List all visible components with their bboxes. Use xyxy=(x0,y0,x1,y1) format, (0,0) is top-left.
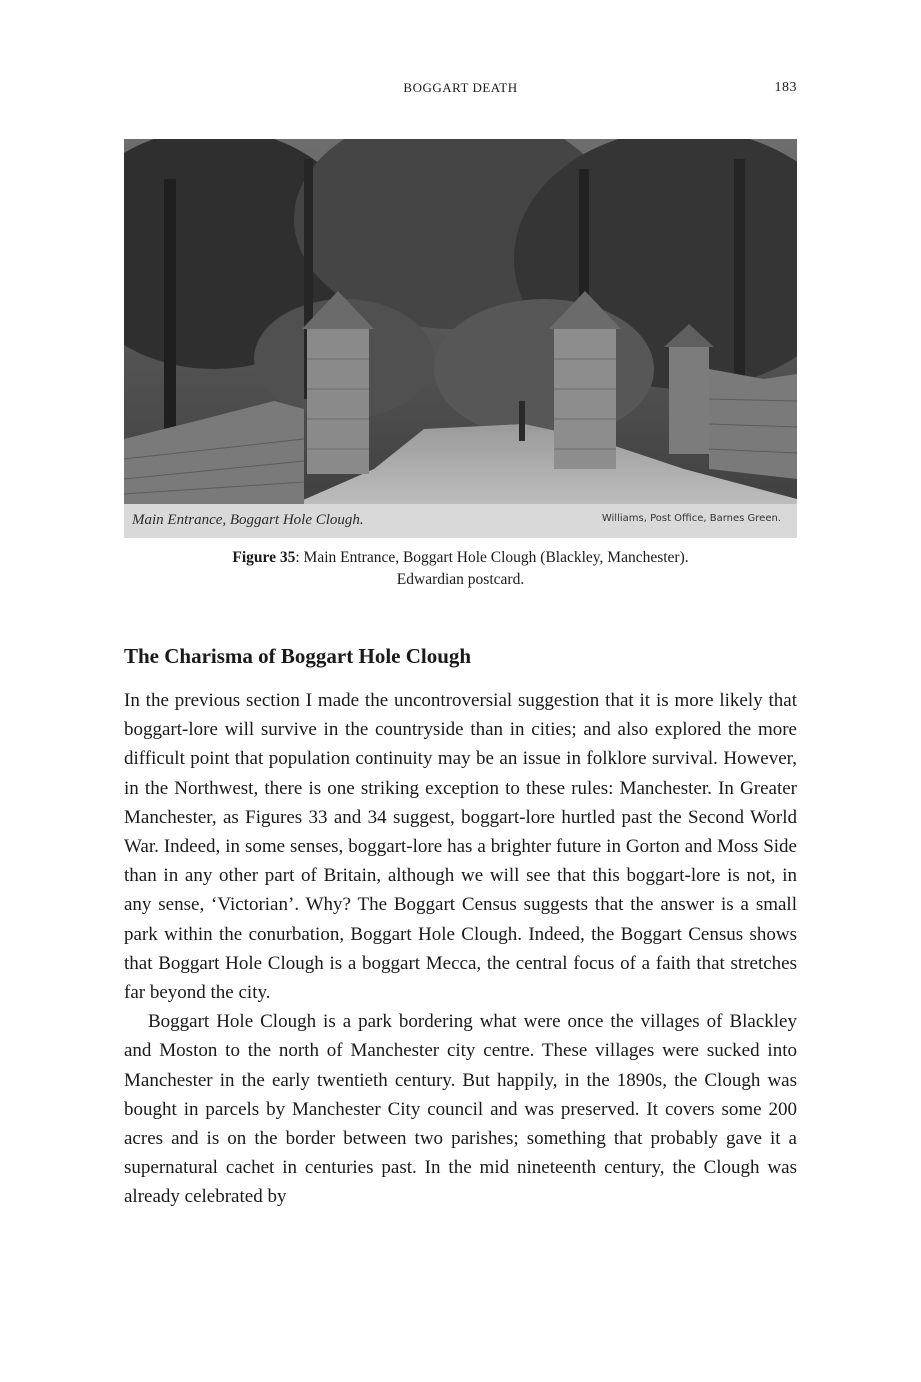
figure-caption xyxy=(124,547,797,591)
paragraph-1: In the previous section I made the uncontroversial suggestion that it is more likely that boggart-lore will survive in the countryside than in cities; and also explored the more difficult point that population continuity may be an issue in folklore survival. However, in the Northwest, there is one striking exception to these rules: Manchester. In Greater Manchester, as Figures 33 and 34 suggest, boggart-lore hurtled past the Second World War. Indeed, in some senses, boggart-lore has a brighter future in Gorton and Moss Side than in any other part of Britain, although we will see that this boggart-lore is not, in any sense, ‘Victorian’. Why? The Boggart Census suggests that the answer is a small park within the conurbation, Boggart Hole Clough. Indeed, the Boggart Census shows that Boggart Hole Clough is a boggart Mecca, the central focus of a faith that stretches far beyond the city. xyxy=(124,690,797,1004)
caption-text: : Main Entrance, Boggart Hole Clough (Blackley, Manchester). xyxy=(295,549,689,566)
page-number: 183 xyxy=(774,80,797,95)
caption-line2: Edwardian postcard. xyxy=(396,571,525,588)
postcard-figure xyxy=(124,139,797,538)
section-heading: The Charisma of Boggart Hole Clough xyxy=(124,644,472,668)
postcard-photo xyxy=(124,139,797,538)
caption-label: Figure 35 xyxy=(232,549,296,566)
postcard-title: Main Entrance, Boggart Hole Clough. xyxy=(132,512,364,528)
postcard-credit: Williams, Post Office, Barnes Green. xyxy=(601,513,781,524)
page-header xyxy=(124,80,797,102)
paragraph-2: Boggart Hole Clough is a park bordering what were once the villages of Blackley and Moston to the north of Manchester city centre. These villages were sucked into Manchester in the early twentieth century. But happily, in the 1890s, the Clough was bought in parcels by Manchester City council and was preserved. It covers some 200 acres and is on the border between two parishes; something that probably gave it a supernatural cachet in centuries past. In the mid nineteenth century, the Clough was already celebrated by xyxy=(124,1011,797,1208)
postcard-caption-strip xyxy=(124,504,797,538)
running-head: BOGGART DEATH xyxy=(403,80,518,95)
body-text xyxy=(124,686,797,1212)
